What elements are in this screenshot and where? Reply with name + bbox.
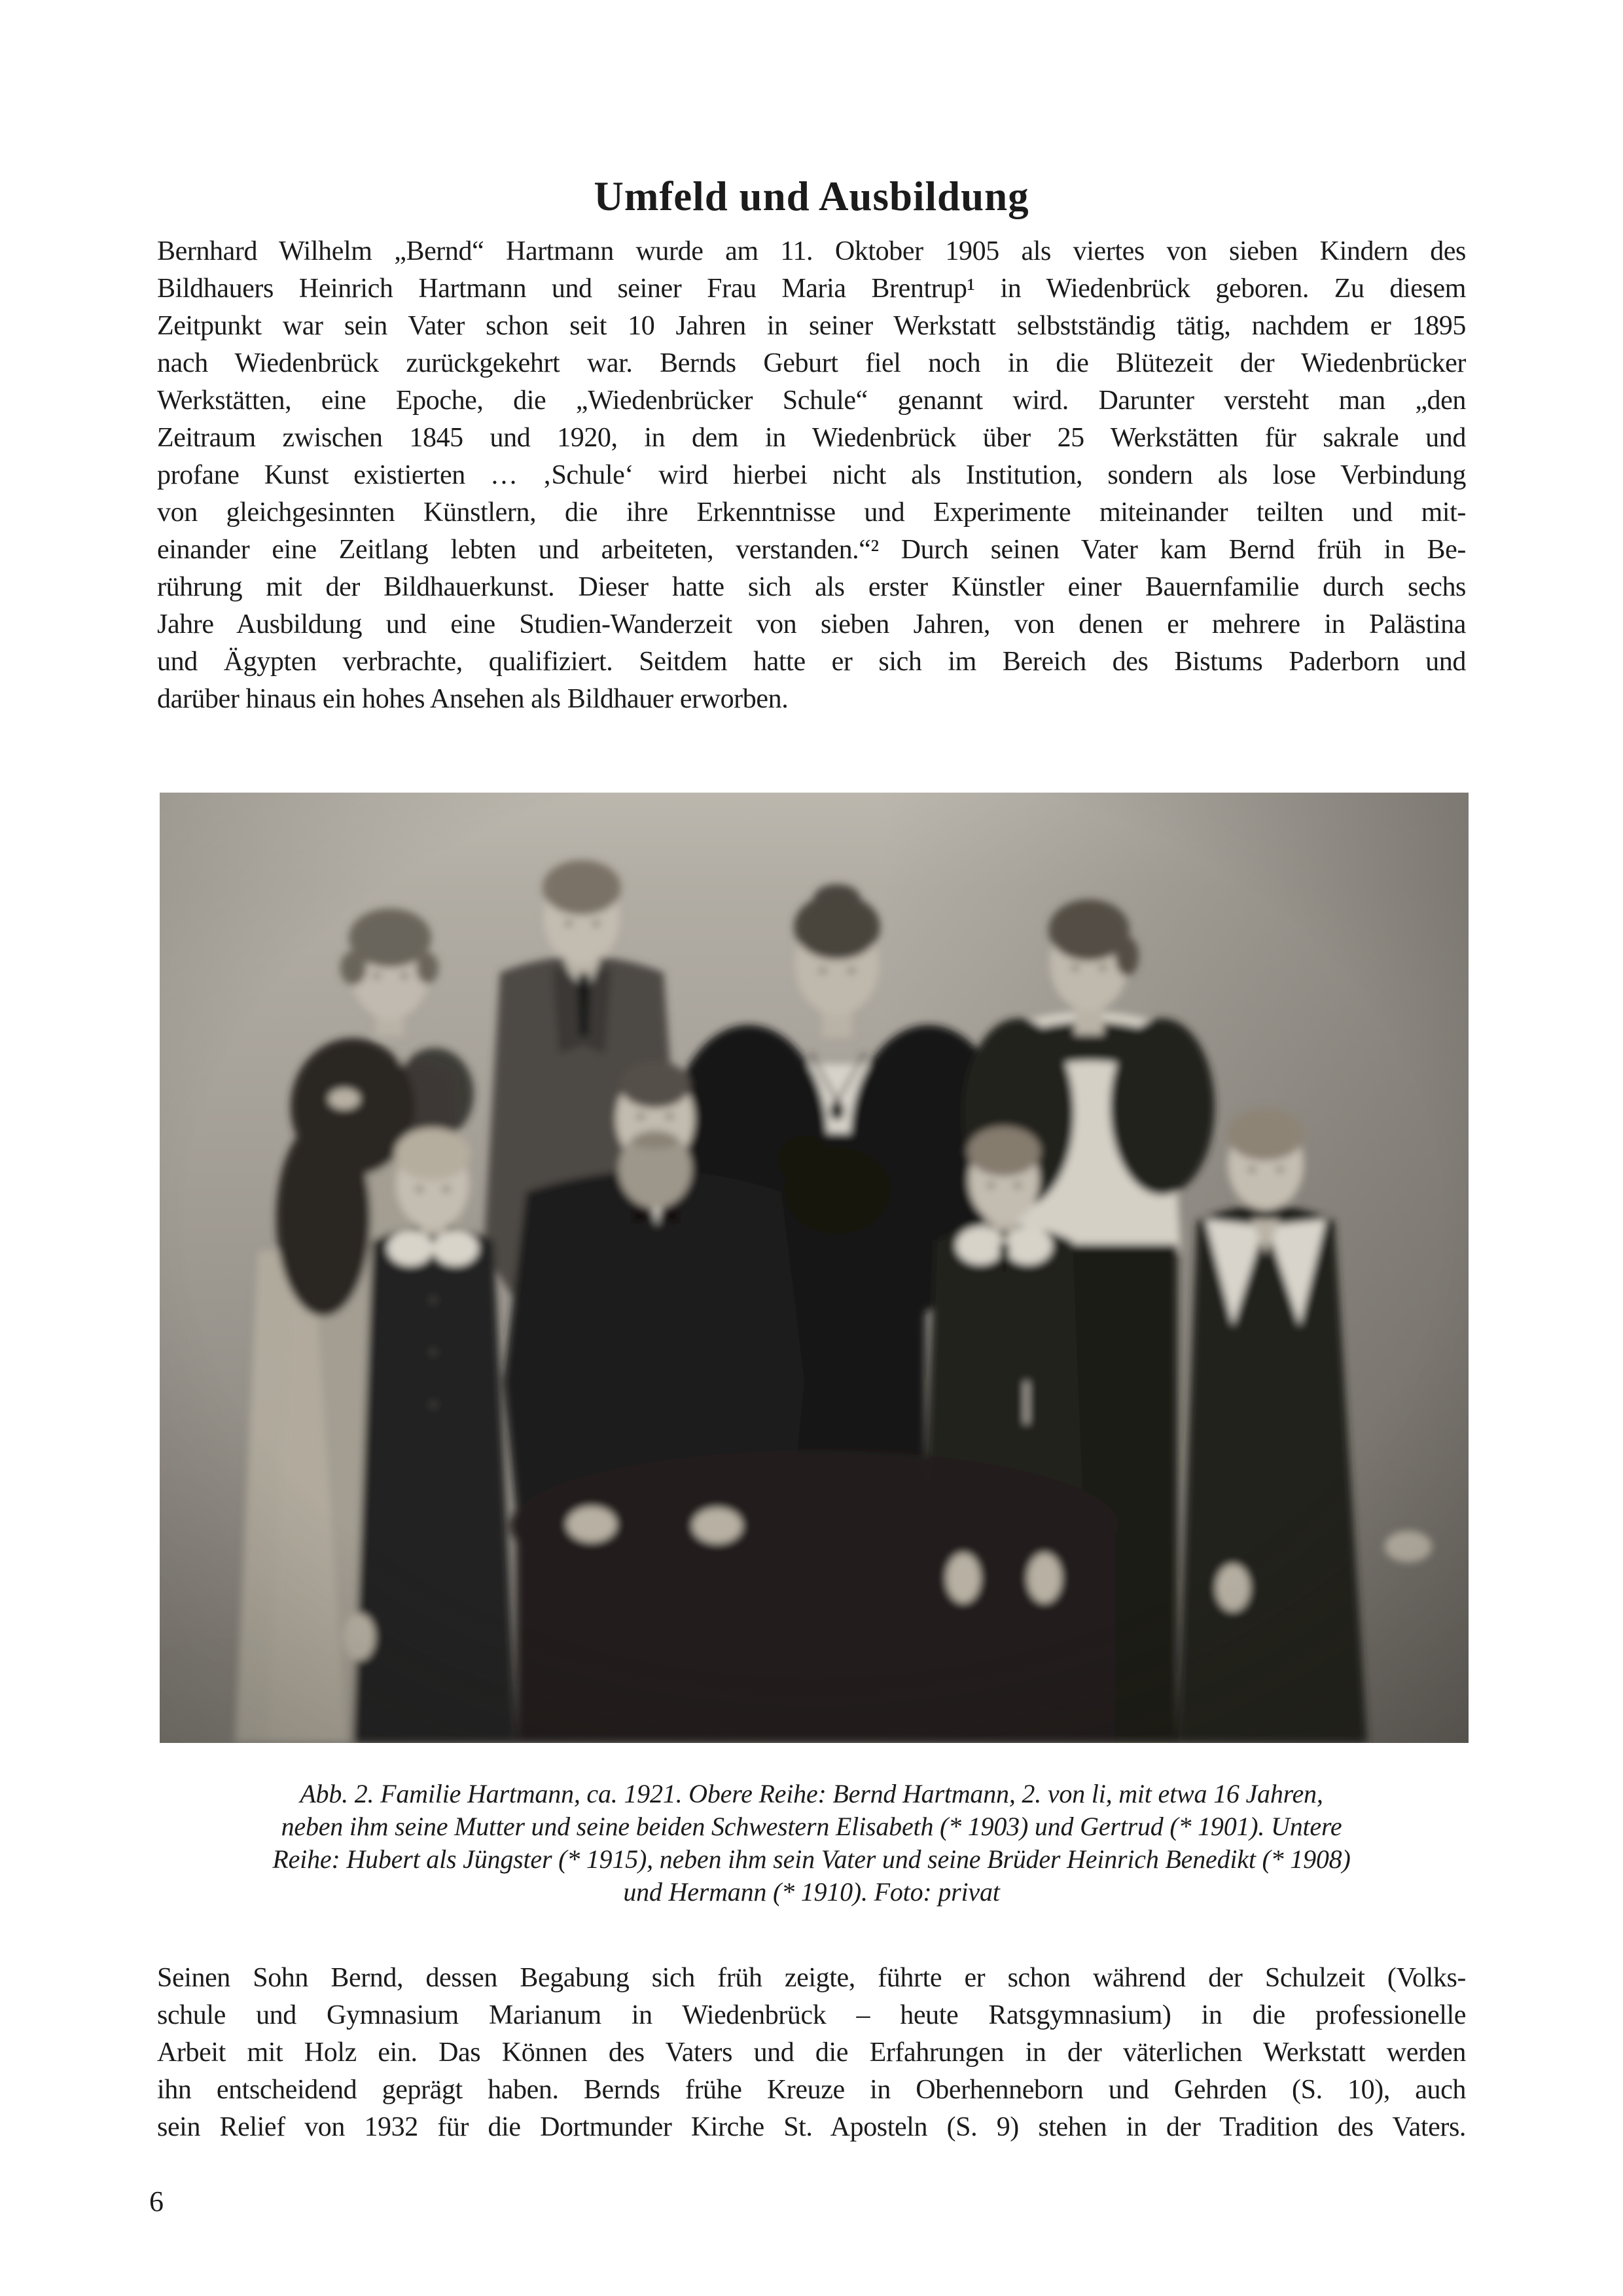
figure-caption (157, 1778, 1466, 1909)
intro-paragraph (157, 233, 1466, 718)
page-number: 6 (149, 2185, 164, 2217)
body-line: Arbeit mit Holz ein. Das Können des Vaters und die Erfahrungen in der väterlichen Werkstatt werden (157, 2037, 1466, 2068)
body-line: Seinen Sohn Bernd, dessen Begabung sich früh zeigte, führte er schon während der Schulzeit (Volks- (157, 1963, 1466, 1993)
body-line: sein Relief von 1932 für die Dortmunder Kirche St. Aposteln (S. 9) stehen in der Tradition des Vaters. (157, 2112, 1466, 2142)
body-line: schule und Gymnasium Marianum in Wiedenbrück – heute Ratsgymnasium) in die professionelle (157, 2000, 1466, 2030)
caption-line: Abb. 2. Familie Hartmann, ca. 1921. Obere Reihe: Bernd Hartmann, 2. von li, mit etwa 16 Jahren, (300, 1779, 1323, 1808)
body-line: Zeitpunkt war sein Vater schon seit 10 Jahren in seiner Werkstatt selbstständig tätig, nachdem er 1895 (157, 311, 1466, 341)
body-line: Zeitraum zwischen 1845 und 1920, in dem in Wiedenbrück über 25 Werkstätten für sakrale und (157, 423, 1466, 453)
figure-family-photo (160, 793, 1469, 1743)
closing-paragraph (157, 1960, 1466, 2146)
body-line: einander eine Zeitlang lebten und arbeiteten, verstanden.“² Durch seinen Vater kam Bernd früh in Be- (157, 535, 1466, 565)
body-line: rührung mit der Bildhauerkunst. Dieser hatte sich als erster Künstler einer Bauernfamilie durch sechs (157, 572, 1466, 602)
body-line: Bernhard Wilhelm „Bernd“ Hartmann wurde am 11. Oktober 1905 als viertes von sieben Kindern des (157, 236, 1466, 266)
body-line: Jahre Ausbildung und eine Studien-Wanderzeit von sieben Jahren, von denen er mehrere in Palästina (157, 609, 1466, 639)
caption-line: und Hermann (* 1910). Foto: privat (623, 1877, 1000, 1907)
body-line: Werkstätten, eine Epoche, die „Wiedenbrücker Schule“ genannt wird. Darunter versteht man „den (157, 386, 1466, 416)
body-line: Bildhauers Heinrich Hartmann und seiner Frau Maria Brentrup¹ in Wiedenbrück geboren. Zu diesem (157, 274, 1466, 304)
body-line: von gleichgesinnten Künstlern, die ihre Erkenntnisse und Experimente miteinander teilten und mit- (157, 497, 1466, 528)
body-line: profane Kunst existierten … ‚Schule‘ wird hierbei nicht als Institution, sondern als lose Verbindung (157, 460, 1466, 490)
caption-line: neben ihm seine Mutter und seine beiden Schwestern Elisabeth (* 1903) und Gertrud (* 1901). Untere (281, 1812, 1342, 1841)
body-line: ihn entscheidend geprägt haben. Bernds frühe Kreuze in Oberhenneborn und Gehrden (S. 10), auch (157, 2075, 1466, 2105)
family-photo (160, 793, 1469, 1743)
body-line: nach Wiedenbrück zurückgekehrt war. Bernds Geburt fiel noch in die Blütezeit der Wiedenbrücker (157, 348, 1466, 378)
body-line: und Ägypten verbrachte, qualifiziert. Seitdem hatte er sich im Bereich des Bistums Paderborn und (157, 647, 1466, 677)
body-line: darüber hinaus ein hohes Ansehen als Bildhauer erworben. (157, 684, 789, 714)
caption-line: Reihe: Hubert als Jüngster (* 1915), neben ihm sein Vater und seine Brüder Heinrich Benedikt (* 1908) (272, 1844, 1351, 1874)
page-title: Umfeld und Ausbildung (594, 173, 1029, 220)
photo-vignette (160, 793, 1469, 1743)
